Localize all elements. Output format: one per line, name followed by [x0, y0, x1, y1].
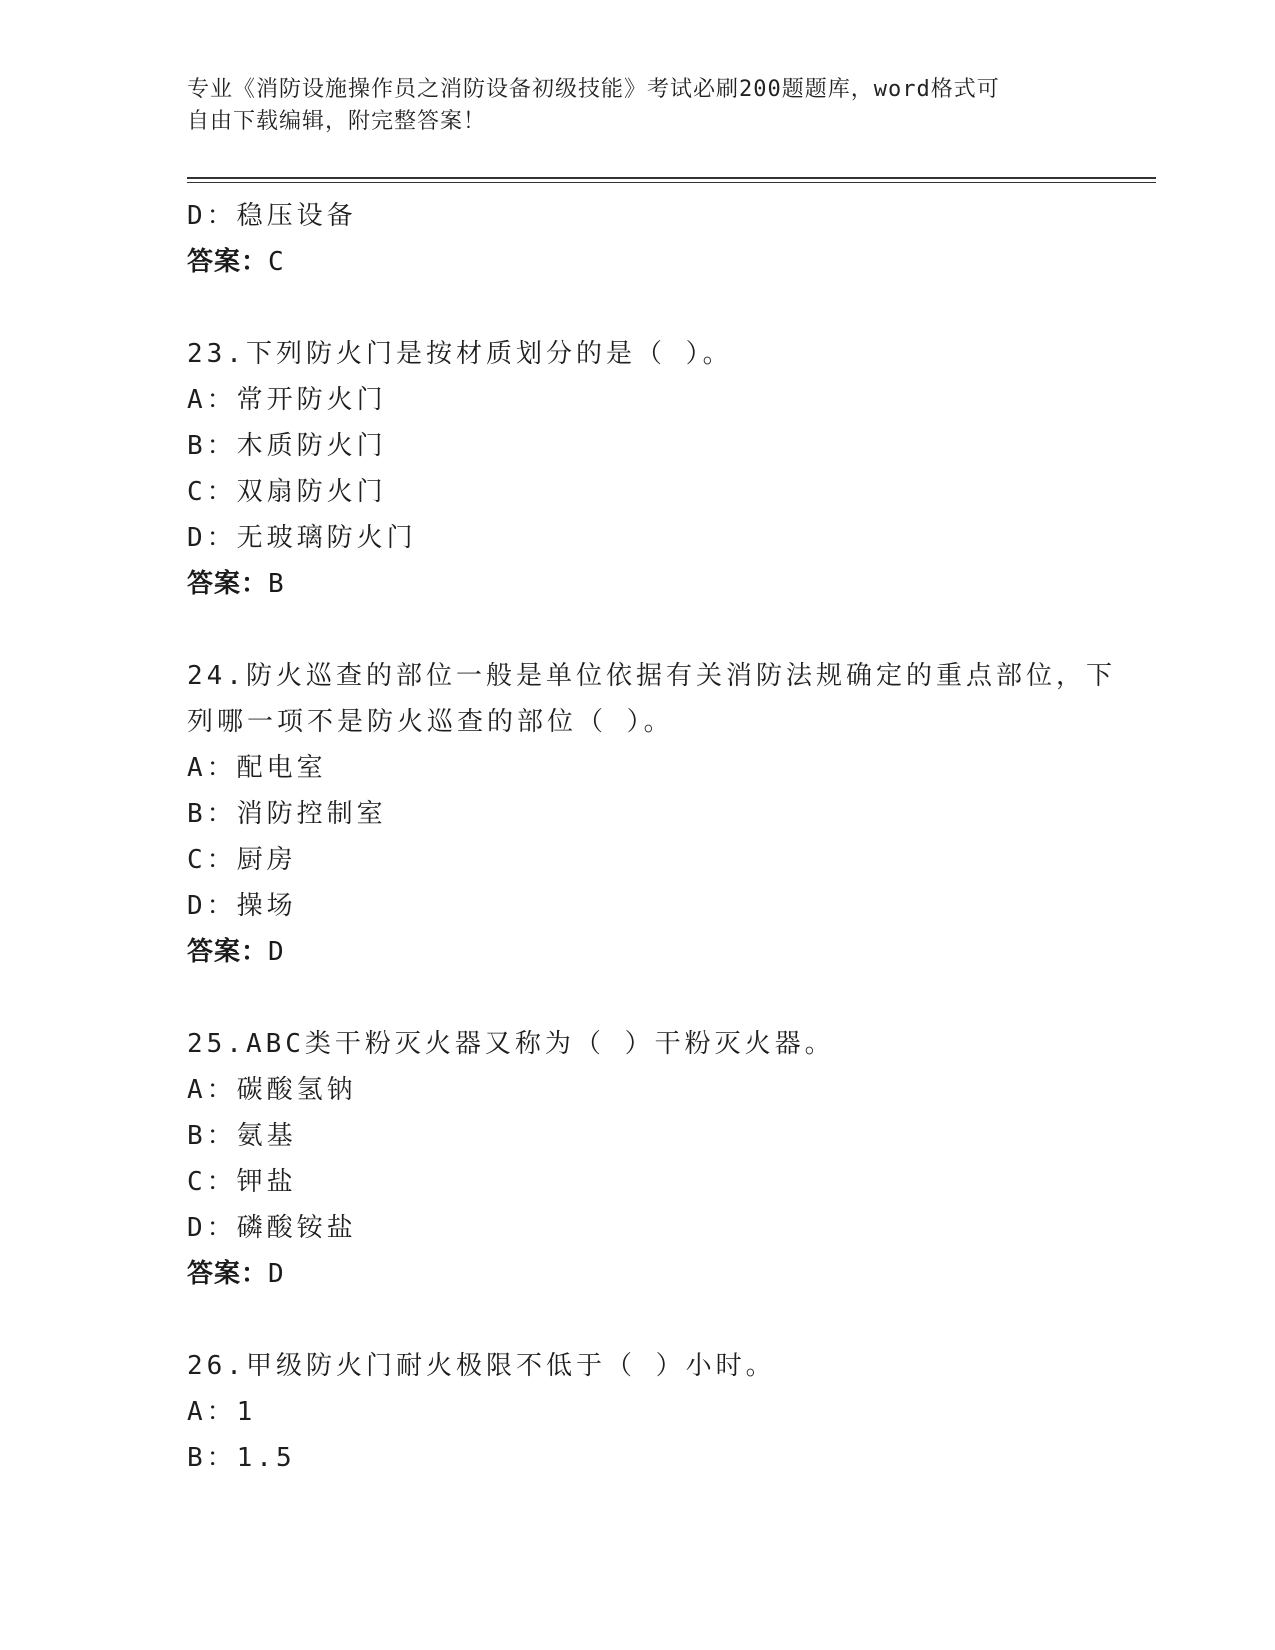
answer-value: B [268, 569, 285, 599]
question-list [187, 193, 1116, 1481]
option-a: A：常开防火门 [187, 385, 387, 415]
question-stem: 26.甲级防火门耐火极限不低于（ ）小时。 [187, 1351, 776, 1381]
option-b: B：1.5 [187, 1443, 296, 1473]
header-line-2: 自由下载编辑，附完整答案！ [187, 109, 487, 134]
answer-label: 答案： [187, 247, 269, 277]
question-stem: 23.下列防火门是按材质划分的是（ ）。 [187, 339, 733, 369]
option-d: D：稳压设备 [187, 201, 357, 231]
option-a: A：1 [187, 1397, 257, 1427]
option-b: B：木质防火门 [187, 431, 387, 461]
answer-label: 答案： [187, 937, 269, 967]
spacer [187, 607, 1087, 653]
answer-label: 答案： [187, 1259, 269, 1289]
answer-value: C [268, 247, 285, 277]
option-a: A：碳酸氢钠 [187, 1075, 357, 1105]
option-a: A：配电室 [187, 753, 327, 783]
spacer [187, 1297, 1087, 1343]
option-d: D：无玻璃防火门 [187, 523, 417, 553]
answer-label: 答案： [187, 569, 269, 599]
question-stem-line-1: 24.防火巡查的部位一般是单位依据有关消防法规确定的重点部位，下 [187, 661, 1116, 691]
answer-value: D [268, 937, 285, 967]
option-c: C：双扇防火门 [187, 477, 387, 507]
spacer [187, 975, 1087, 1021]
answer-line [187, 929, 1087, 975]
answer-value: D [268, 1259, 285, 1289]
document-header [187, 74, 1067, 138]
header-divider-thin [187, 182, 1156, 183]
answer-line [187, 561, 1087, 607]
option-d: D：磷酸铵盐 [187, 1213, 357, 1243]
spacer [187, 285, 1087, 331]
option-d: D：操场 [187, 891, 297, 921]
question-stem: 25.ABC类干粉灭火器又称为（ ）干粉灭火器。 [187, 1029, 835, 1059]
answer-line [187, 239, 1087, 285]
header-line-1: 专业《消防设施操作员之消防设备初级技能》考试必刷200题题库，word格式可 [187, 77, 1000, 102]
answer-line [187, 1251, 1087, 1297]
option-b: B：氨基 [187, 1121, 297, 1151]
header-divider-thick [187, 177, 1156, 179]
option-c: C：钾盐 [187, 1167, 297, 1197]
option-c: C：厨房 [187, 845, 297, 875]
option-b: B：消防控制室 [187, 799, 387, 829]
question-stem-line-2: 列哪一项不是防火巡查的部位（ ）。 [187, 707, 674, 737]
